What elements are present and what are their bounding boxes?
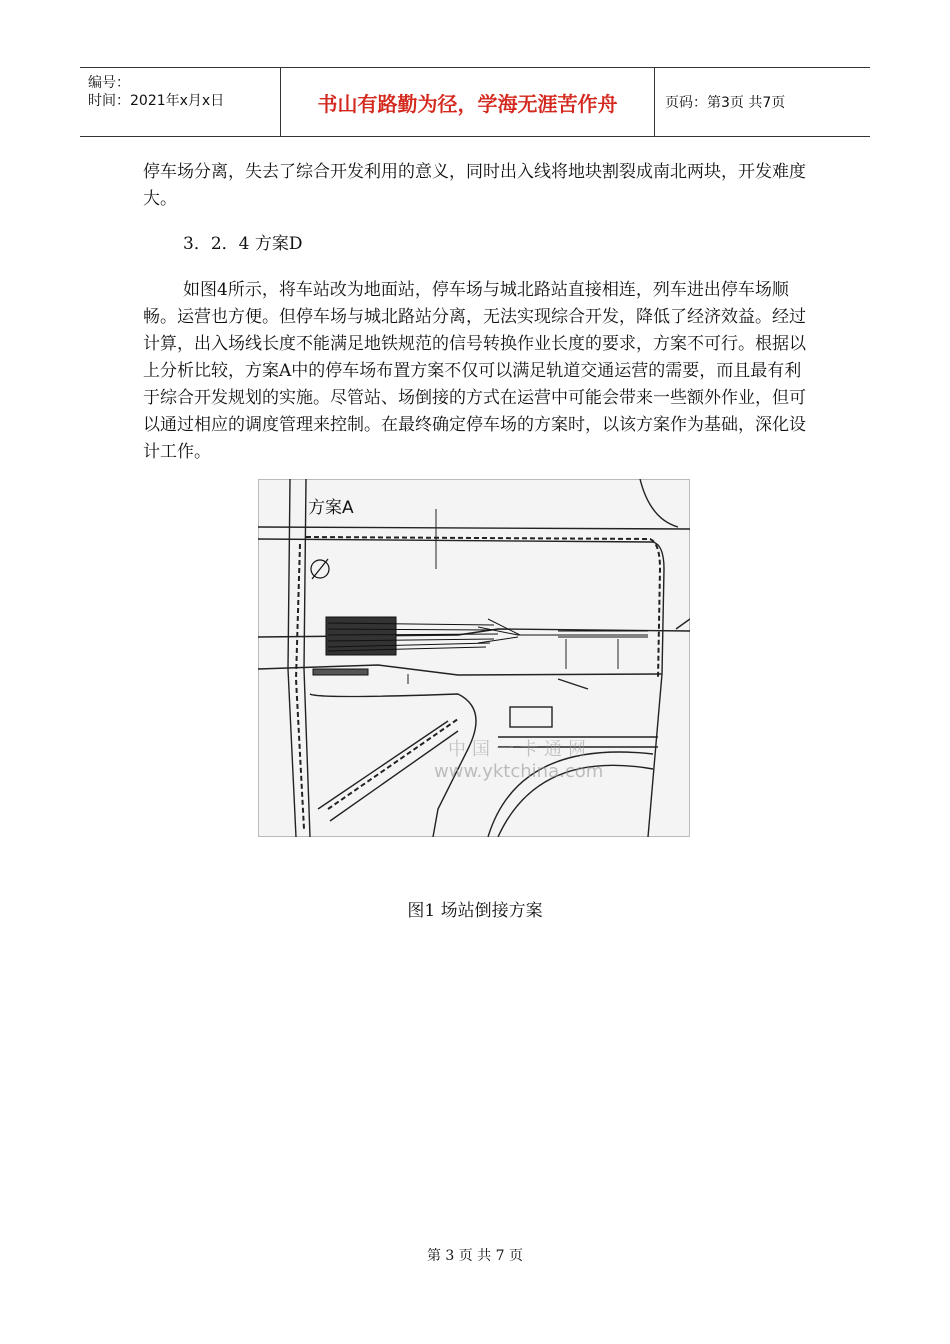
watermark-cn: 中国一卡通网 bbox=[448, 739, 592, 760]
site-plan-figure bbox=[258, 479, 690, 837]
header-motto: 书山有路勤为径，学海无涯苦作舟 bbox=[281, 68, 655, 136]
paragraph-2: 如图4所示，将车站改为地面站，停车场与城北路站直接相连，列车进出停车场顺畅。运营也方便。但停车场与城北路站分离，无法实现综合开发，降低了经济效益。经过计算，出入场线长度不能满足地铁规范的信号转换作业长度的要求，方案不可行。根据以上分析比较，方案A中的停车场布置方案不仅可以满足轨道交通运营的需要，而且最有利于综合开发规划的实施。尽管站、场倒接的方式在运营中可能会带来一些额外作业，但可以通过相应的调度管理来控制。在最终确定停车场的方案时，以该方案作为基础，深化设计工作。 bbox=[143, 280, 806, 462]
header-page-info: 页码：第3页 共7页 bbox=[665, 95, 786, 111]
site-plan-drawing bbox=[258, 479, 690, 837]
page-header bbox=[80, 67, 870, 137]
section-heading: 3．2．4 方案D bbox=[183, 234, 303, 254]
figure-caption: 图1 场站倒接方案 bbox=[407, 901, 543, 921]
time-label: 时间：2021年x月x日 bbox=[88, 93, 225, 109]
watermark-url: www.yktchina.com bbox=[434, 761, 604, 782]
plan-label: 方案A bbox=[308, 493, 354, 518]
paragraph-1: 停车场分离，失去了综合开发利用的意义，同时出入线将地块割裂成南北两块，开发难度大。 bbox=[143, 162, 806, 209]
page-footer: 第 3 页 共 7 页 bbox=[426, 1248, 524, 1264]
number-label: 编号： bbox=[88, 75, 130, 91]
header-left-cell bbox=[80, 68, 281, 136]
